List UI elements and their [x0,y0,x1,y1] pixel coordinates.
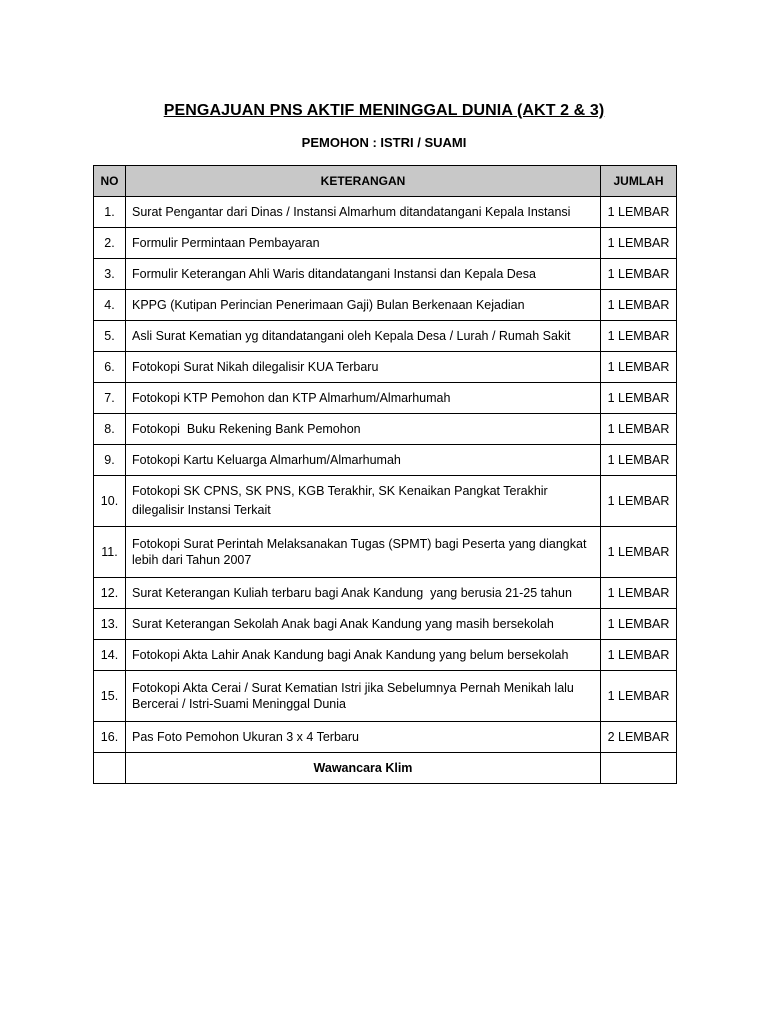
table-row [94,640,677,671]
table-row [94,671,677,722]
row-description: Formulir Permintaan Pembayaran [126,228,601,259]
row-quantity: 1 LEMBAR [601,383,677,414]
footer-empty-cell [94,753,126,784]
row-quantity: 1 LEMBAR [601,445,677,476]
table-row [94,609,677,640]
table-header-row [94,166,677,197]
table-row [94,722,677,753]
row-quantity: 1 LEMBAR [601,527,677,578]
row-quantity: 1 LEMBAR [601,259,677,290]
row-quantity: 1 LEMBAR [601,228,677,259]
header-keterangan: KETERANGAN [126,166,601,197]
row-description: Fotokopi SK CPNS, SK PNS, KGB Terakhir, SK Kenaikan Pangkat Terakhir dilegalisir Instansi Terkait [126,476,601,527]
document-subtitle: PEMOHON : ISTRI / SUAMI [301,135,467,150]
row-number: 3. [94,259,126,290]
row-number: 1. [94,197,126,228]
row-number: 8. [94,414,126,445]
row-quantity: 1 LEMBAR [601,321,677,352]
row-quantity: 1 LEMBAR [601,609,677,640]
row-description: Surat Keterangan Sekolah Anak bagi Anak Kandung yang masih bersekolah [126,609,601,640]
row-number: 12. [94,578,126,609]
row-number: 6. [94,352,126,383]
row-number: 15. [94,671,126,722]
row-quantity: 1 LEMBAR [601,197,677,228]
row-description: Fotokopi Surat Nikah dilegalisir KUA Terbaru [126,352,601,383]
table-row [94,476,677,527]
row-description: Fotokopi Surat Perintah Melaksanakan Tugas (SPMT) bagi Peserta yang diangkat lebih dari Tahun 2007 [126,527,601,578]
row-description: Fotokopi Kartu Keluarga Almarhum/Almarhumah [126,445,601,476]
table-row [94,321,677,352]
row-number: 4. [94,290,126,321]
row-description: Surat Keterangan Kuliah terbaru bagi Anak Kandung yang berusia 21-25 tahun [126,578,601,609]
row-quantity: 1 LEMBAR [601,414,677,445]
table-row [94,352,677,383]
row-number: 11. [94,527,126,578]
table-row [94,259,677,290]
row-quantity: 1 LEMBAR [601,290,677,321]
header-jumlah: JUMLAH [601,166,677,197]
row-quantity: 1 LEMBAR [601,578,677,609]
row-quantity: 1 LEMBAR [601,352,677,383]
table-row [94,290,677,321]
row-description: Fotokopi Buku Rekening Bank Pemohon [126,414,601,445]
table-row [94,383,677,414]
row-quantity: 1 LEMBAR [601,640,677,671]
row-number: 2. [94,228,126,259]
footer-empty-cell [601,753,677,784]
row-description: Fotokopi Akta Cerai / Surat Kematian Istri jika Sebelumnya Pernah Menikah lalu Bercerai / Istri-Suami Meninggal Dunia [126,671,601,722]
row-number: 5. [94,321,126,352]
requirements-table [93,165,677,784]
row-description: Fotokopi Akta Lahir Anak Kandung bagi Anak Kandung yang belum bersekolah [126,640,601,671]
row-quantity: 1 LEMBAR [601,671,677,722]
table-row [94,527,677,578]
row-number: 10. [94,476,126,527]
table-row [94,197,677,228]
row-description: Surat Pengantar dari Dinas / Instansi Almarhum ditandatangani Kepala Instansi [126,197,601,228]
table-row [94,414,677,445]
row-number: 14. [94,640,126,671]
table-row [94,228,677,259]
row-description: KPPG (Kutipan Perincian Penerimaan Gaji) Bulan Berkenaan Kejadian [126,290,601,321]
header-no: NO [94,166,126,197]
row-number: 13. [94,609,126,640]
footer-label: Wawancara Klim [126,753,601,784]
row-number: 16. [94,722,126,753]
row-description: Pas Foto Pemohon Ukuran 3 x 4 Terbaru [126,722,601,753]
row-quantity: 1 LEMBAR [601,476,677,527]
row-description: Asli Surat Kematian yg ditandatangani oleh Kepala Desa / Lurah / Rumah Sakit [126,321,601,352]
row-number: 9. [94,445,126,476]
row-number: 7. [94,383,126,414]
table-footer-row [94,753,677,784]
document-title: PENGAJUAN PNS AKTIF MENINGGAL DUNIA (AKT 2 & 3) [163,102,605,119]
row-quantity: 2 LEMBAR [601,722,677,753]
row-description: Formulir Keterangan Ahli Waris ditandatangani Instansi dan Kepala Desa [126,259,601,290]
table-row [94,578,677,609]
table-row [94,445,677,476]
row-description: Fotokopi KTP Pemohon dan KTP Almarhum/Almarhumah [126,383,601,414]
